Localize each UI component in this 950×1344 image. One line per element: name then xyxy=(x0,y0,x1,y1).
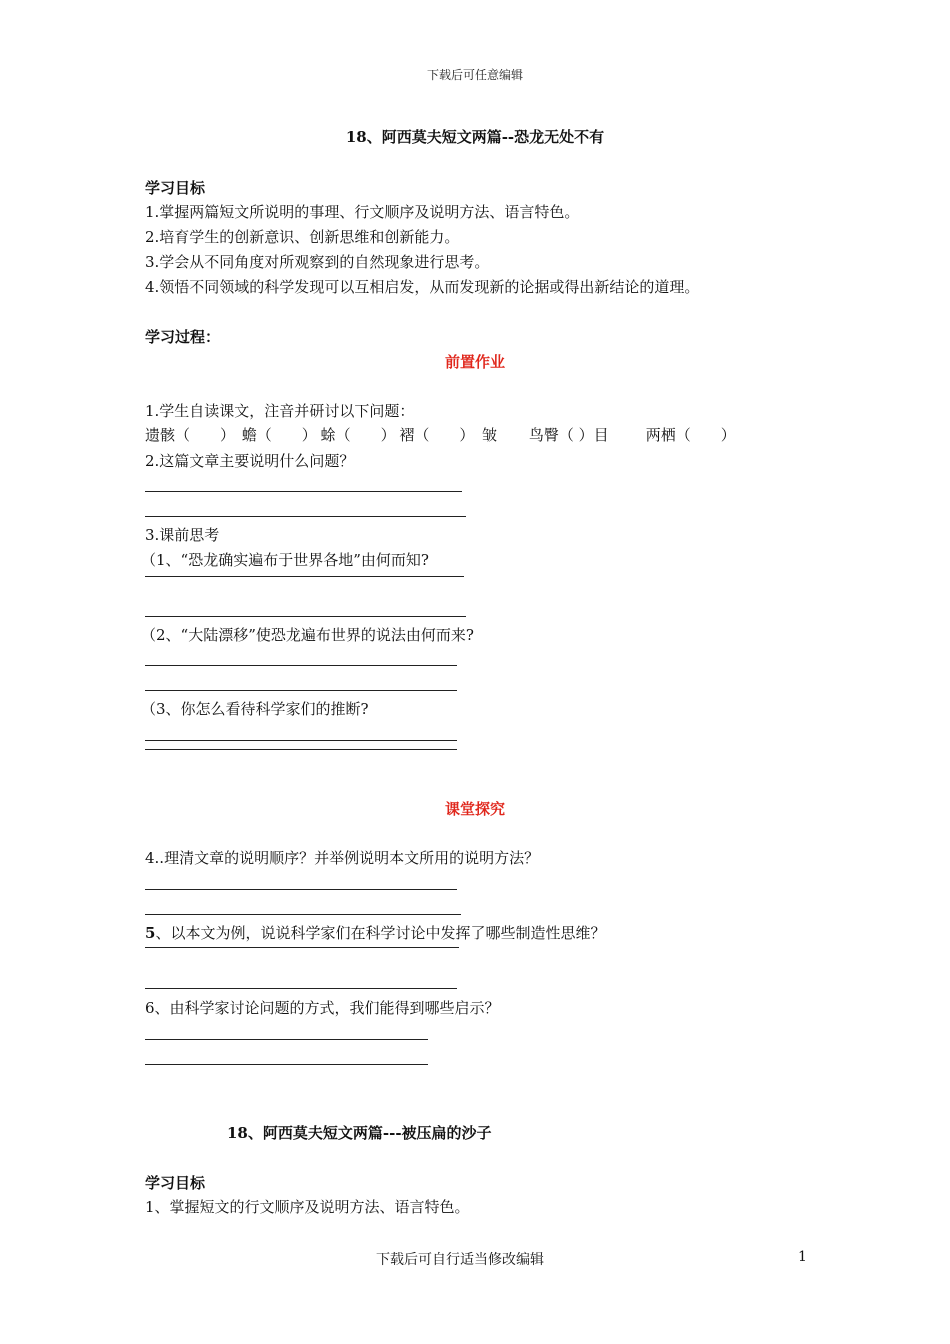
page-footer: 下载后可自行适当修改编辑 xyxy=(376,1252,544,1268)
doc2-goal-1: 1、掌握短文的行文顺序及说明方法、语言特色。 xyxy=(145,1198,470,1216)
answer-line xyxy=(145,749,457,750)
answer-line xyxy=(145,616,466,617)
answer-line xyxy=(145,1039,428,1040)
answer-line xyxy=(145,516,466,517)
page-header: 下载后可任意编辑 xyxy=(426,68,523,82)
question-6: 6、由科学家讨论问题的方式，我们能得到哪些启示？ xyxy=(145,999,500,1017)
doc1-goal-4: 4.领悟不同领域的科学发现可以互相启发，从而发现新的论据或得出新结论的道理。 xyxy=(145,278,700,296)
question-3-1: （1、“恐龙确实遍布于世界各地”由何而知? xyxy=(141,551,429,569)
question-3: 3.课前思考 xyxy=(145,526,220,544)
answer-line xyxy=(145,740,457,741)
answer-line xyxy=(145,491,462,492)
question-4: 4..理清文章的说明顺序？并举例说明本文所用的说明方法？ xyxy=(145,849,540,867)
question-3-2: （2、“大陆漂移”使恐龙遍布世界的说法由何而来? xyxy=(141,626,474,644)
question-5-text: 、以本文为例，说说科学家们在科学讨论中发挥了哪些制造性思维？ xyxy=(155,924,606,942)
pronunciation-row xyxy=(145,425,736,445)
pron-item: 两栖（ ） xyxy=(645,426,736,444)
pron-item: 鸟臀（ ）目 xyxy=(528,426,609,444)
question-3-3: （3、你怎么看待科学家们的推断? xyxy=(141,700,369,718)
pron-item: 皱 xyxy=(482,426,498,444)
answer-line xyxy=(145,576,464,577)
process-heading: 学习过程： xyxy=(145,328,221,346)
answer-line xyxy=(145,889,457,890)
pron-item: 蟾（ ） xyxy=(241,426,317,444)
doc1-goal-3: 3.学会从不同角度对所观察到的自然现象进行思考。 xyxy=(145,253,490,271)
answer-line xyxy=(145,914,461,915)
pron-item: 遗骸（ ） xyxy=(145,426,236,444)
pron-item: 褶（ ） xyxy=(399,426,475,444)
answer-line xyxy=(145,690,457,691)
question-2: 2.这篇文章主要说明什么问题？ xyxy=(145,452,355,470)
doc1-goal-2: 2.培育学生的创新意识、创新思维和创新能力。 xyxy=(145,228,460,246)
page-number: 1 xyxy=(798,1249,807,1265)
answer-line xyxy=(145,1064,428,1065)
question-5 xyxy=(145,923,605,943)
doc1-title: 18、阿西莫夫短文两篇--恐龙无处不有 xyxy=(345,128,605,146)
pron-item: 蜍（ ） xyxy=(320,426,396,444)
answer-line xyxy=(145,665,457,666)
doc2-title: 18、阿西莫夫短文两篇---被压扁的沙子 xyxy=(227,1124,492,1142)
question-1: 1.学生自读课文，注音并研讨以下问题： xyxy=(145,402,415,420)
doc1-goal-1: 1.掌握两篇短文所说明的事理、行文顺序及说明方法、语言特色。 xyxy=(145,203,580,221)
question-5-number: 5 xyxy=(145,924,156,942)
section-class-inquiry: 课堂探究 xyxy=(444,800,505,818)
doc1-goals-heading: 学习目标 xyxy=(145,179,206,197)
answer-line xyxy=(145,947,459,948)
section-pre-homework: 前置作业 xyxy=(444,353,505,371)
answer-line xyxy=(145,988,457,989)
doc2-goals-heading: 学习目标 xyxy=(145,1174,206,1192)
